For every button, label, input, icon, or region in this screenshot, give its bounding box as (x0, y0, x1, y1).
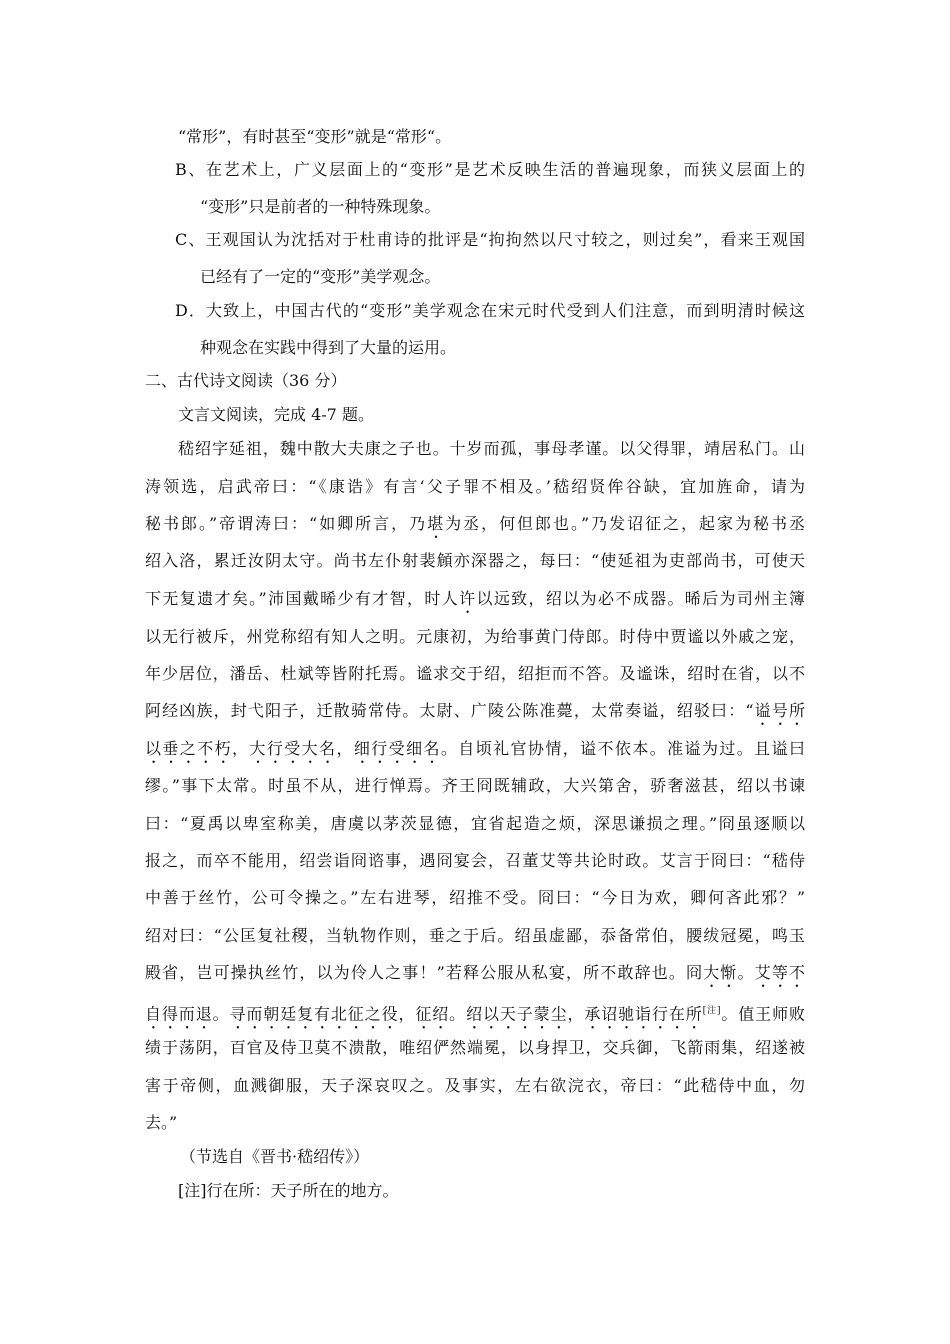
option-d-line-2: 种观念在实践中得到了大量的运用。 (200, 338, 457, 357)
passage-line-10: 缪。”事下太常。时虽不从，进行惮焉。齐王冏既辅政，大兴第舍，骄奢滋甚，绍以书谏 (145, 776, 805, 795)
option-d-line-1: D．大致上，中国古代的“变形”美学观念在宋元时代受到人们注意，而到明清时候这 (175, 301, 805, 320)
passage-line-06: 以无行被斥，州党称绍有知人之明。元康初，为给事黄门侍郎。时侍中贾谧以外戚之宠， (145, 627, 805, 646)
passage-line-03: 秘书郎。”帝谓涛曰：“如卿所言，乃堪为丞，何但郎也。”乃发诏征之，起家为秘书丞 (145, 514, 805, 533)
option-b-line-1: B、在艺术上，广义层面上的“变形”是艺术反映生活的普遍现象，而狭义层面上的 (175, 160, 805, 179)
dotted-term: 许 (459, 589, 477, 608)
dotted-sentence: 大惭。艾等不 (703, 963, 805, 982)
footnote: [注]行在所：天子所在的地方。 (178, 1181, 399, 1200)
passage-line-09: 以垂之不朽，大行受大名，细行受细名。自顷礼官协情，谥不依本。准谥为过。且谥曰 (145, 739, 805, 758)
passage-line-02: 涛领选，启武帝曰：“《康诰》有言‘父子罪不相及。’嵇绍贤侔谷缺，宜加旌命，请为 (145, 477, 805, 496)
option-a-continuation: “常形”，有时甚至“变形”就是“常形“。 (178, 127, 452, 146)
section-subheading: 文言文阅读，完成 4-7 题。 (178, 405, 374, 424)
option-c-line-1: C、王观国认为沈括对于杜甫诗的批评是“拘拘然以尺寸较之，则过矣”，看来王观国 (175, 230, 805, 249)
passage-line-14: 绍对曰：“公匡复社稷，当轨物作则，垂之于后。绍虽虚鄙，忝备常伯，腰绂冠冕，鸣玉 (145, 926, 805, 945)
dotted-sentence: 自得而退。寻而朝廷复有北征之役，征绍。绍以天子蒙尘，承诏驰诣行在所 (145, 1004, 703, 1024)
passage-line-01: 嵇绍字延祖，魏中散大夫康之子也。十岁而孤，事母孝谨。以父得罪，靖居私门。山 (178, 439, 805, 458)
option-b-line-2: “变形”只是前者的一种特殊现象。 (200, 197, 441, 216)
passage-line-05: 下无复遗才矣。”沛国戴晞少有才智，时人许以远致，绍以为必不成器。晞后为司州主簿 (145, 589, 805, 608)
passage-line-19: 去。” (145, 1113, 178, 1132)
passage-line-08: 阿经凶族，封弋阳子，迁散骑常侍。太尉、广陵公陈准薨，太常奏谥，绍驳曰：“谥号所 (145, 701, 805, 720)
passage-line-07: 年少居位，潘岳、杜斌等皆附托焉。谧求交于绍，绍拒而不答。及谧诛，绍时在省，以不 (145, 664, 805, 683)
section-heading: 二、古代诗文阅读（36 分） (145, 371, 347, 390)
passage-line-15: 殿省，岂可操执丝竹，以为伶人之事！”若释公服从私宴，所不敢辞也。冏大惭。艾等不 (145, 963, 805, 982)
dotted-term: 堪 (427, 514, 446, 533)
dotted-sentence: 谥号所 (753, 701, 805, 720)
passage-line-12: 报之，而卒不能用，绍尝诣冏谘事，遇冏宴会，召董艾等共论时政。艾言于冏曰：“嵇侍 (145, 851, 805, 870)
source-citation: （节选自《晋书·嵇绍传》） (180, 1147, 370, 1166)
passage-line-18: 害于帝侧，血溅御服，天子深哀叹之。及事实，左右欲浣衣，帝曰：“此嵇侍中血，勿 (145, 1076, 805, 1095)
option-c-line-2: 已经有了一定的“变形”美学观念。 (200, 267, 441, 286)
dotted-sentence: 以垂之不朽，大行受大名，细行受细名 (145, 739, 441, 758)
passage-line-17: 绩于荡阴，百官及侍卫莫不溃散，唯绍俨然端冕，以身捍卫，交兵御，飞箭雨集，绍遂被 (145, 1038, 805, 1057)
footnote-marker: [注] (702, 1006, 721, 1016)
passage-line-11: 曰：“夏禹以卑室称美，唐虞以茅茨显德，宜省起造之烦，深思谦损之理。”冏虽逐顺以 (145, 814, 805, 833)
passage-line-04: 绍入洛，累迁汝阴太守。尚书左仆射裴頠亦深器之，每曰：“使延祖为吏部尚书，可使天 (145, 551, 805, 570)
passage-line-13: 中善于丝竹，公可令操之。”左右进琴，绍推不受。冏曰：“今日为欢，卿何吝此邪？” (145, 888, 805, 907)
passage-line-16: 自得而退。寻而朝廷复有北征之役，征绍。绍以天子蒙尘，承诏驰诣行在所[注]。值王师败 (145, 1004, 805, 1024)
